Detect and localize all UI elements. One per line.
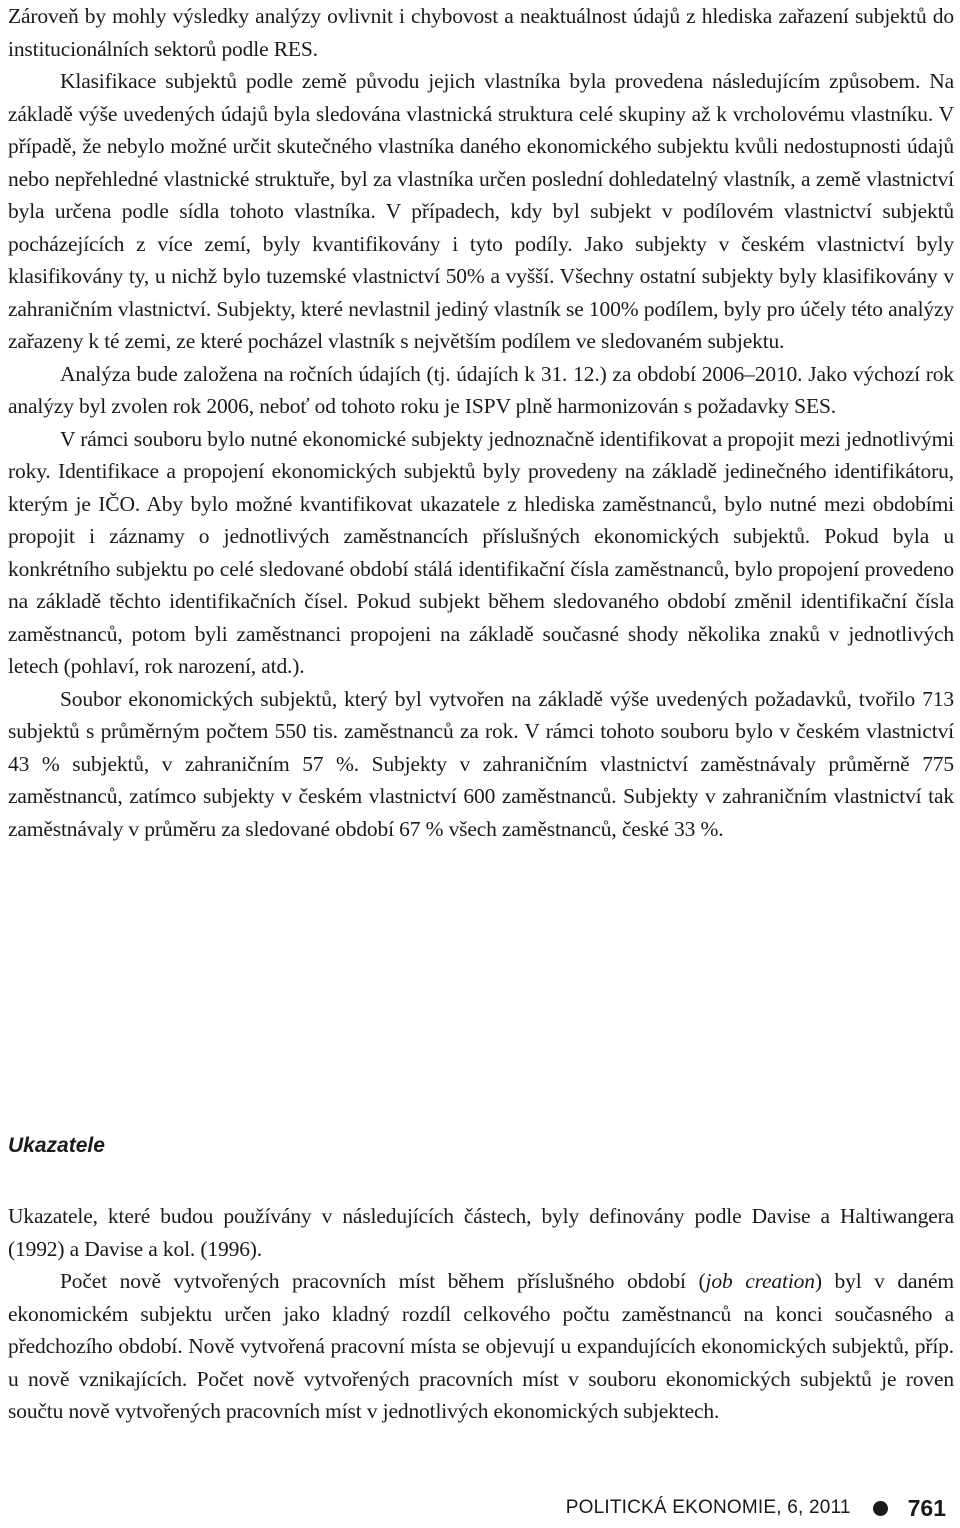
page-number: 761 <box>907 1494 946 1521</box>
paragraph-7-end: ) byl v daném ekonomickém subjektu určen jako kladný rozdíl celkového počtu zaměstnanců na konci současného a předchozího období. Nově vytvořená pracovní místa se objevují u expandujících ekonomických subjektů, příp. u nově vznikajících. Počet nově vytvořených pracovních míst v souboru ekonomických subjektů je roven součtu nově vytvořených pracovních míst v jednotlivých ekonomických subjektech. <box>8 1269 954 1423</box>
section-heading: Ukazatele <box>8 1134 105 1157</box>
bullet-dot-icon <box>873 1501 888 1516</box>
paragraph-4: V rámci souboru bylo nutné ekonomické subjekty jednoznačně identifikovat a propojit mezi jednotlivými roky. Identifikace a propojení ekonomických subjektů byly provedeny na základě jedinečného identifikátoru, kterým je IČO. Aby bylo možné kvantifikovat ukazatele z hlediska zaměstnanců, bylo nutné mezi obdobími propojit i záznamy o jednotlivých zaměstnancích příslušných ekonomických subjektů. Pokud byla u konkrétního subjektu po celé sledované období stálá identifikační čísla zaměstnanců, bylo propojení provedeno na základě těchto identifikačních čísel. Pokud subjekt během sledovaného období změnil identifikační čísla zaměstnanců, potom byli zaměstnanci propojeni na základě současné shody několika znaků v jednotlivých letech (pohlaví, rok narození, atd.). <box>8 426 954 678</box>
page-footer <box>566 1490 946 1526</box>
text-block-top <box>8 0 954 845</box>
paragraph-7 <box>8 1265 954 1428</box>
journal-name: POLITICKÁ EKONOMIE, 6, 2011 <box>565 1497 851 1518</box>
paragraph-2: Klasifikace subjektů podle země původu jejich vlastníka byla provedena následujícím způsobem. Na základě výše uvedených údajů byla sledována vlastnická struktura celé skupiny až k vrcholovému vlastníku. V případě, že nebylo možné určit skutečného vlastníka daného ekonomického subjektu kvůli nedostupnosti údajů nebo nepřehledné vlastnické struktuře, byl za vlastníka určen poslední dohledatelný vlastník, a země vlastnictví byla určena podle sídla tohoto vlastníka. V případech, kdy byl subjekt v podílovém vlastnictví subjektů pocházejících z více zemí, byly kvantifikovány i tyto podíly. Jako subjekty v českém vlastnictví byly klasifikovány ty, u nichž bylo tuzemské vlastnictví 50% a vyšší. Všechny ostatní subjekty byly klasifikovány v zahraničním vlastnictví. Subjekty, které nevlastnil jediný vlastník se 100% podílem, byly pro účely této analýzy zařazeny k té zemi, ze které pocházel vlastník s největším podílem ve sledovaném subjektu. <box>8 69 954 353</box>
job-creation-term: job creation <box>705 1269 815 1293</box>
text-block-bottom <box>8 1200 954 1428</box>
paragraph-1: Zároveň by mohly výsledky analýzy ovlivnit i chybovost a neaktuálnost údajů z hlediska zařazení subjektů do institucionálních sektorů podle RES. <box>8 4 954 61</box>
paragraph-7-start: Počet nově vytvořených pracovních míst během příslušného období ( <box>60 1269 706 1293</box>
paragraph-3: Analýza bude založena na ročních údajích (tj. údajích k 31. 12.) za období 2006–2010. Jako výchozí rok analýzy byl zvolen rok 2006, neboť od tohoto roku je ISPV plně harmonizován s požadavky SES. <box>8 361 954 418</box>
paragraph-5: Soubor ekonomických subjektů, který byl vytvořen na základě výše uvedených požadavků, tvořilo 713 subjektů s průměrným počtem 550 tis. zaměstnanců za rok. V rámci tohoto souboru bylo v českém vlastnictví 43 % subjektů, v zahraničním 57 %. Subjekty v zahraničním vlastnictví zaměstnávaly průměrně 775 zaměstnanců, zatímco subjekty v českém vlastnictví 600 zaměstnanců. Subjekty v zahraničním vlastnictví tak zaměstnávaly v průměru za sledované období 67 % všech zaměstnanců, české 33 %. <box>8 686 954 841</box>
paragraph-6: Ukazatele, které budou používány v následujících částech, byly definovány podle Davise a Haltiwangera (1992) a Davise a kol. (1996). <box>8 1204 954 1261</box>
